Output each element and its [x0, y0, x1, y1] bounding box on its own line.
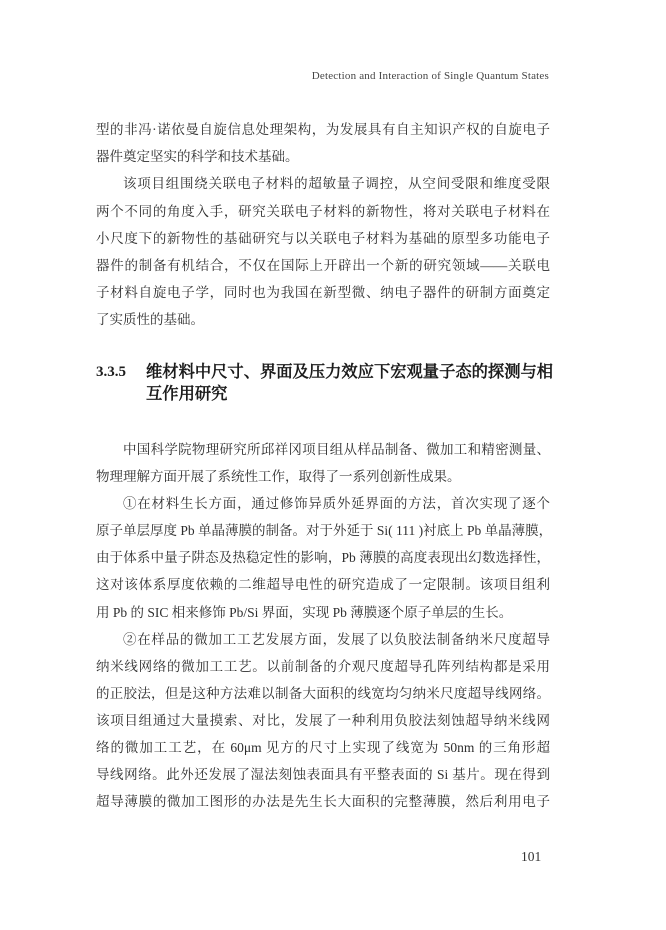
section-title [146, 361, 553, 405]
body-text-upper [96, 116, 550, 334]
text-line: ①在材料生长方面，通过修饰异质外延界面的方法，首次实现了逐个 [123, 496, 550, 512]
text-line: 的正胶法，但是这种方法难以制备大面积的线宽均匀纳米尺度超导线网络。 [96, 685, 550, 701]
text-line: ②在样品的微加工工艺发展方面，发展了以负胶法制备纳米尺度超导 [123, 631, 550, 647]
text-line: 中国科学院物理研究所邱祥冈项目组从样品制备、微加工和精密测量、 [123, 442, 550, 457]
text-line: 物理理解方面开展了系统性工作，取得了一系列创新性成果。 [96, 469, 461, 485]
running-header: Detection and Interaction of Single Quantum States [311, 70, 549, 82]
text-line: 由于体系中量子阱态及热稳定性的影响，Pb 薄膜的高度表现出幻数选择性， [96, 550, 550, 566]
text-line: 器件奠定坚实的科学和技术基础。 [96, 149, 299, 165]
section-title-line: 互作用研究 [146, 384, 228, 403]
text-line: 器件的制备有机结合，不仅在国际上开辟出一个新的研究领域——关联电 [96, 258, 550, 274]
text-line: 小尺度下的新物性的基础研究与以关联电子材料为基础的原型多功能电子 [96, 230, 550, 246]
text-line: 用 Pb 的 SIC 相来修饰 Pb/Si 界面，实现 Pb 薄膜逐个原子单层的生长。 [96, 604, 513, 620]
text-line: 这对该体系厚度依赖的二维超导电性的研究造成了一定限制。该项目组利 [96, 577, 550, 593]
section-title-line: 维材料中尺寸、界面及压力效应下宏观量子态的探测与相 [146, 362, 554, 381]
page-number: 101 [521, 849, 542, 864]
text-line: 了实质性的基础。 [96, 312, 204, 328]
body-text-lower [96, 436, 553, 815]
text-line: 型的非冯·诺依曼自旋信息处理架构，为发展具有自主知识产权的自旋电子 [96, 122, 550, 137]
text-line: 导线网络。此外还发展了湿法刻蚀表面具有平整表面的 Si 基片。现在得到 [96, 767, 550, 783]
text-line: 两个不同的角度入手，研究关联电子材料的新物性，将对关联电子材料在 [96, 203, 550, 219]
section-number: 3.3.5 [96, 364, 126, 380]
text-line: 络的微加工工艺，在 60μm 见方的尺寸上实现了线宽为 50nm 的三角形超 [96, 740, 550, 756]
text-line: 超导薄膜的微加工图形的办法是先生长大面积的完整薄膜，然后利用电子 [96, 794, 550, 810]
text-line: 子材料自旋电子学，同时也为我国在新型微、纳电子器件的研制方面奠定 [96, 285, 550, 301]
text-line: 纳米线网络的微加工工艺。以前制备的介观尺度超导孔阵列结构都是采用 [96, 658, 550, 674]
text-line: 该项目组通过大量摸索、对比，发展了一种利用负胶法刻蚀超导纳米线网 [96, 712, 550, 728]
text-line: 原子单层厚度 Pb 单晶薄膜的制备。对于外延于 Si( 111 )衬底上 Pb 单晶薄膜， [96, 523, 553, 539]
text-line: 该项目组围绕关联电子材料的超敏量子调控，从空间受限和维度受限 [123, 176, 550, 192]
section-heading [96, 361, 553, 405]
